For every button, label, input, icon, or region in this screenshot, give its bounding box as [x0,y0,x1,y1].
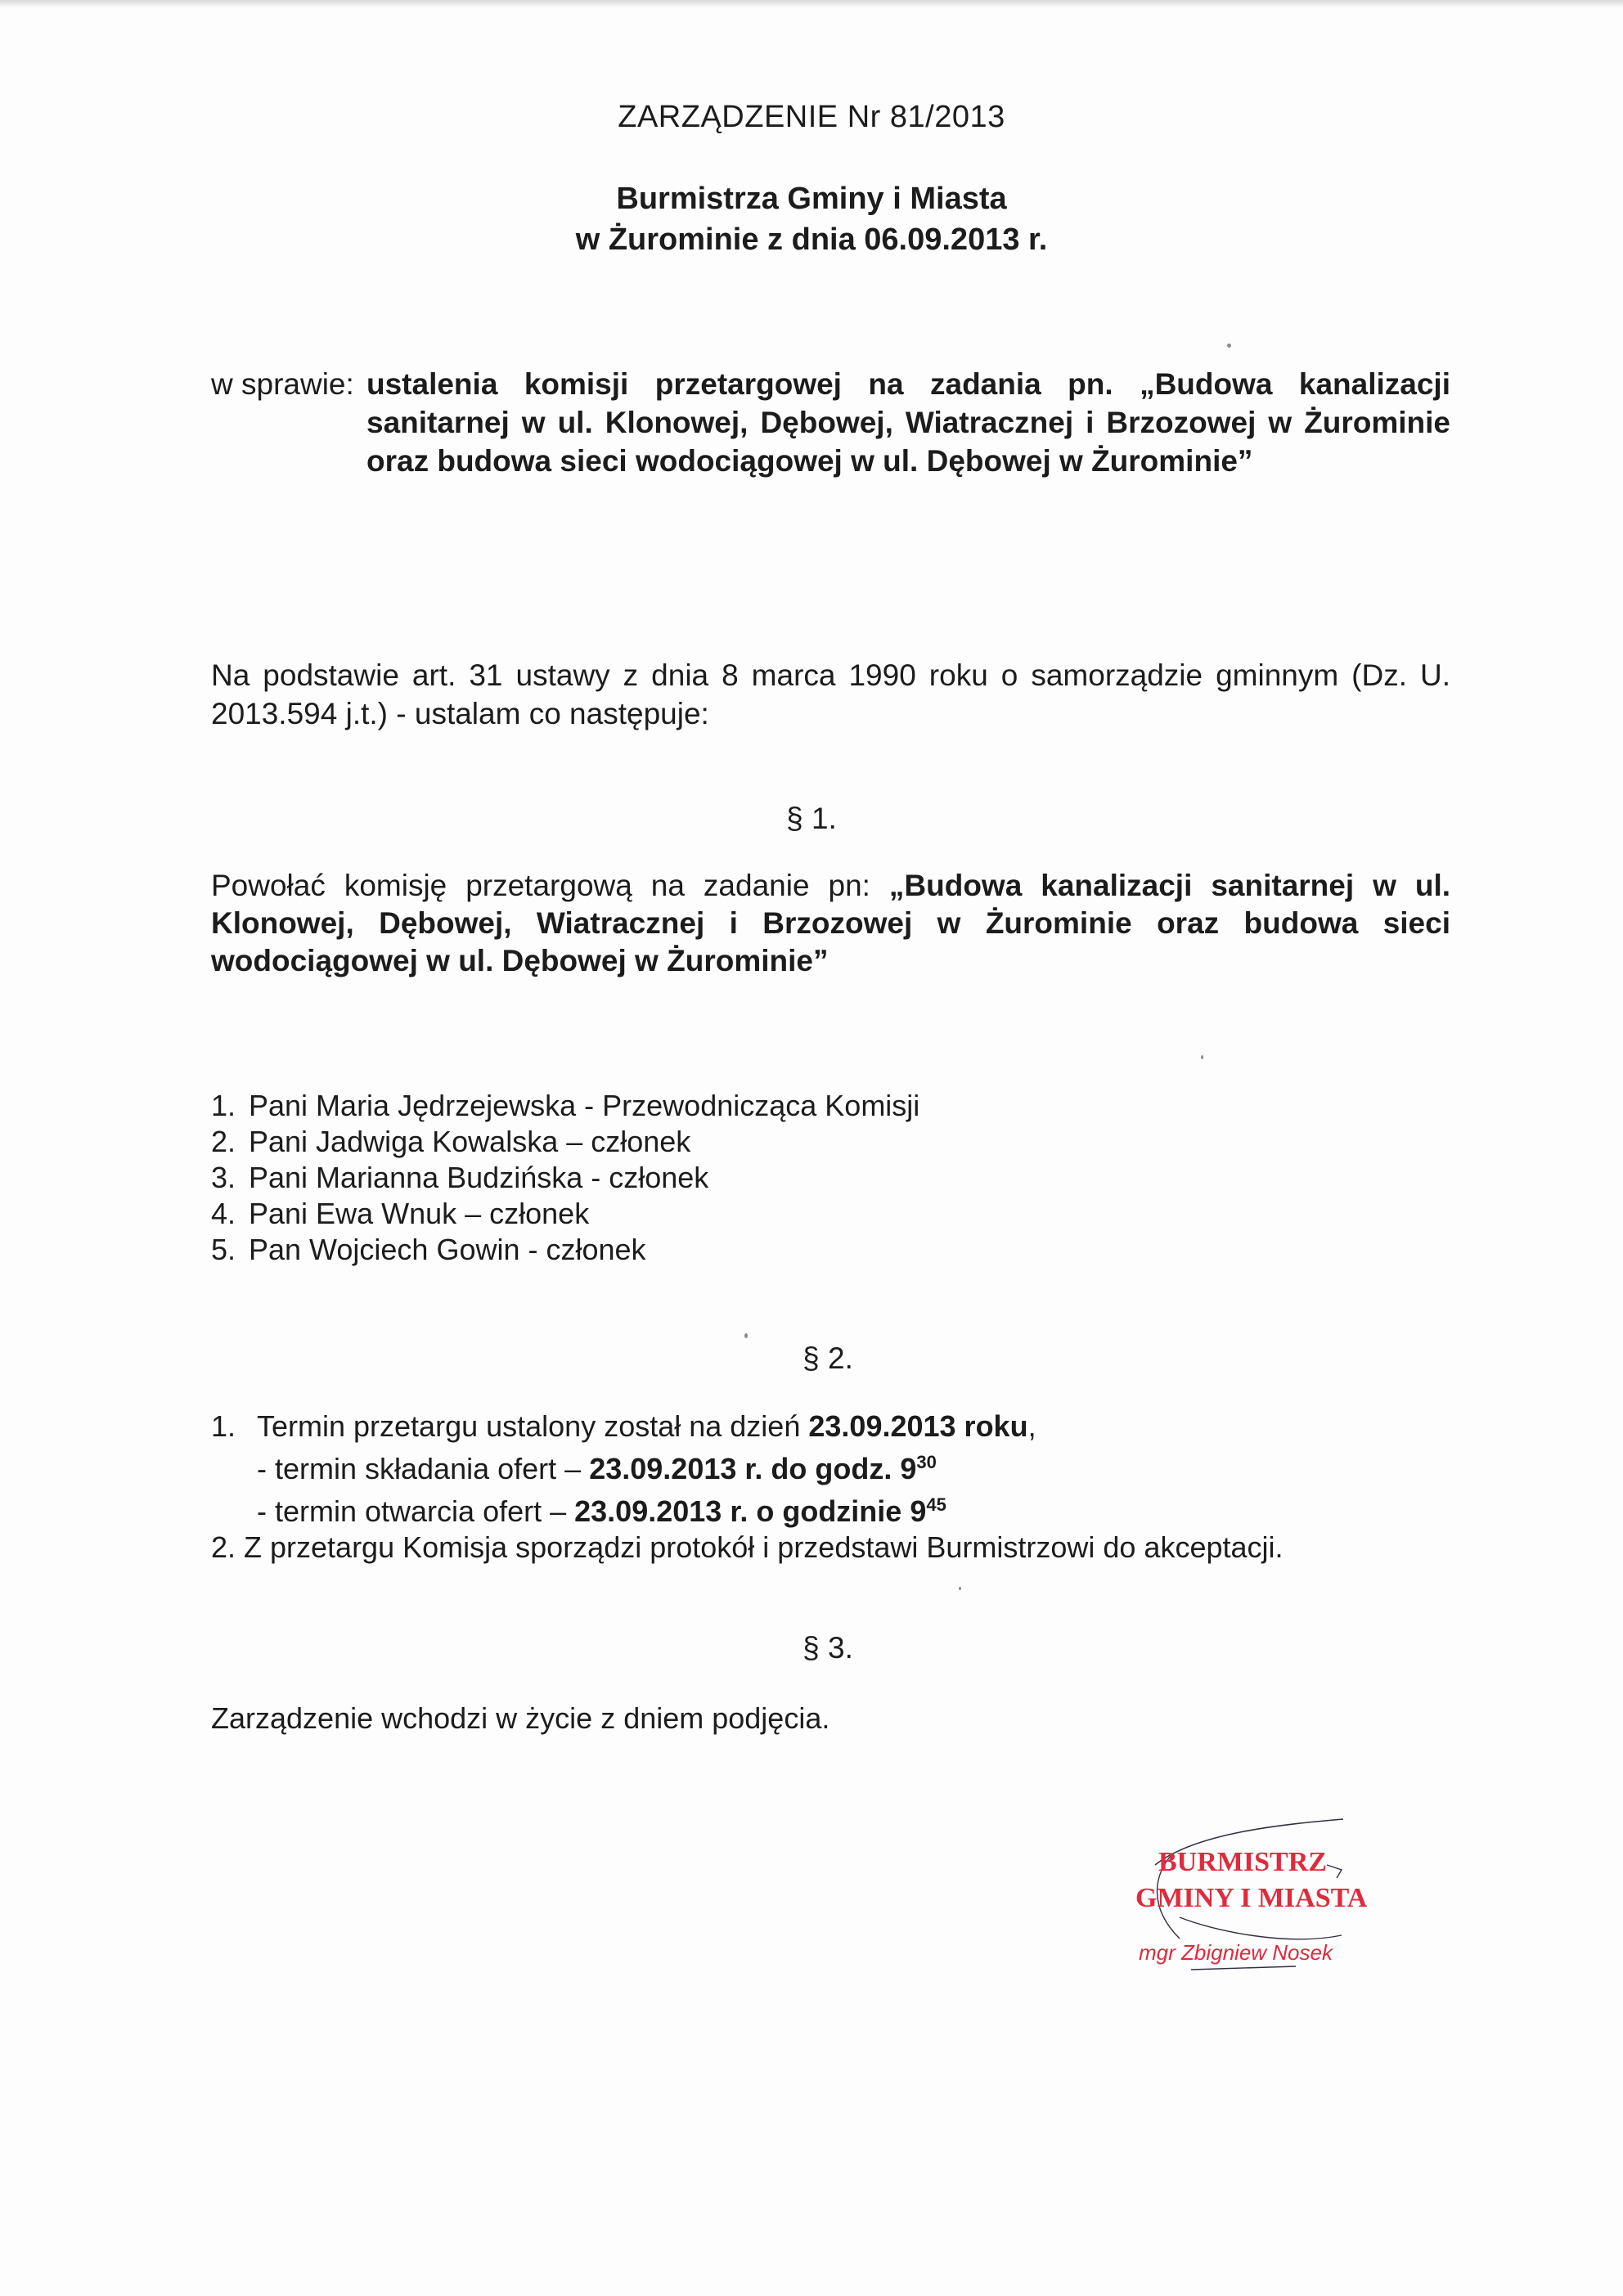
subject-line-2: sanitarnej w ul. Klonowej, Dębowej, Wiatracznej i Brzozowej w Żurominie [366,406,1450,439]
subject-text [366,365,1450,480]
list-item: 2. Pani Jadwiga Kowalska – członek [211,1125,691,1158]
document-title: ZARZĄDZENIE Nr 81/2013 [618,100,1005,134]
offer-opening-term: - termin otwarcia ofert – 23.09.2013 r. o godzinie $9^{45}$ [257,1494,946,1528]
document-subtitle [0,178,1623,260]
legal-basis: Na podstawie art. 31 ustawy z dnia 8 marca 1990 roku o samorządzie gminnym (Dz. U. 2013.594 j.t.) - ustalam co następuje: [211,658,1450,730]
section-2-mark: § 2. [803,1341,853,1375]
section-3-mark: § 3. [803,1631,853,1665]
subject-line-3: oraz budowa sieci wodociągowej w ul. Dębowej w Żurominie” [366,444,1253,478]
list-item: 5. Pan Wojciech Gowin - członek [211,1233,646,1266]
task-name: „Budowa kanalizacji sanitarnej w ul. Klonowej, Dębowej, Wiatracznej i Brzozowej w Żurominie oraz budowa sieci wodociągowej w ul. Dębowej w Żurominie” [211,869,1451,977]
scan-speck [744,1333,748,1338]
list-item: 1. Pani Maria Jędrzejewska - Przewodnicząca Komisji [211,1089,920,1122]
stamp-name: mgr Zbigniew Nosek [1139,1940,1333,1965]
stamp-office: GMINY I MIASTA [1135,1883,1368,1913]
issuer-line: Burmistrza Gminy i Miasta [616,182,1007,216]
scan-edge [0,0,1623,8]
stamp-title: BURMISTRZ [1158,1847,1327,1877]
appointment-paragraph [211,867,1450,980]
place-date-line: w Żurominie z dnia 06.09.2013 r. [575,222,1048,257]
effective-clause: Zarządzenie wchodzi w życie z dniem podjęcia. [211,1701,830,1735]
scan-speck [1227,344,1231,348]
mayor-stamp [1122,1816,1400,1979]
scan-speck [959,1587,961,1590]
section-1-mark: § 1. [786,802,837,835]
section-2-content [211,1409,1450,1566]
tender-date-item: 1. Termin przetargu ustalony został na dzień 23.09.2013 roku, [211,1409,1036,1443]
subject-block [211,365,1450,480]
subject-prefix: w sprawie: [211,367,354,401]
tender-date: 23.09.2013 roku [808,1409,1028,1443]
list-item: 3. Pani Marianna Budzińska - członek [211,1161,709,1194]
subject-line-1: ustalenia komisji przetargowej na zadania pn. „Budowa kanalizacji [366,367,1450,401]
list-item: 4. Pani Ewa Wnuk – członek [211,1197,590,1230]
scan-speck [1201,1055,1203,1059]
appointment-intro: Powołać komisję przetargową na zadanie pn: [211,869,870,902]
committee-members [211,1088,1193,1268]
protocol-item: 2. Z przetargu Komisja sporządzi protokół i przedstawi Burmistrzowi do akceptacji. [211,1530,1284,1564]
offer-submission-term: - termin składania ofert – 23.09.2013 r. do godz. $9^{30}$ [257,1452,937,1485]
